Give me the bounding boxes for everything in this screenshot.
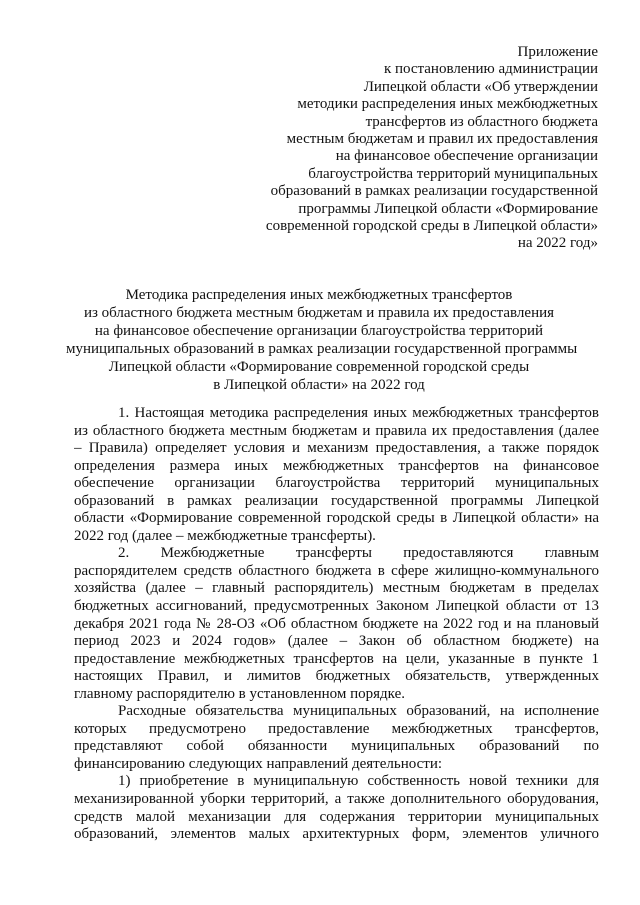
title-line: в Липецкой области» на 2022 год: [213, 377, 425, 393]
appendix-line: Липецкой области «Об утверждении: [363, 78, 598, 95]
appendix-line: трансфертов из областного бюджета: [365, 113, 598, 130]
body-line: финансированию следующих направлений деятельности:: [74, 755, 443, 772]
appendix-line: современной городской среды в Липецкой области»: [265, 218, 598, 235]
appendix-line: на 2022 год»: [517, 235, 598, 252]
appendix-line: местным бюджетам и правил их предоставления: [286, 131, 598, 148]
body-line: предоставление межбюджетных трансфертов на цели, указанные в пункте 1: [74, 650, 599, 667]
body-line: главному распорядителю в установленном порядке.: [74, 685, 405, 702]
body-line: представляют собой обязанности муниципальных образований по: [74, 738, 599, 755]
title-line: на финансовое обеспечение организации благоустройства территорий: [94, 323, 544, 339]
body-line: 2. Межбюджетные трансферты предоставляются главным: [118, 545, 599, 562]
body-line: области «Формирование современной городской среды в Липецкой области» на: [74, 510, 599, 527]
appendix-line: на финансовое обеспечение организации: [335, 148, 598, 165]
appendix-line: образований в рамках реализации государственной: [270, 183, 598, 200]
body-line: хозяйства (далее – главный распорядитель) местным бюджетам в пределах: [74, 580, 599, 597]
body-line: 1) приобретение в муниципальную собственность новой техники для: [118, 773, 599, 790]
body-line: из областного бюджета местным бюджетам и правила их предоставления (далее: [74, 422, 599, 439]
body-line: механизированной уборки территорий, а также дополнительного оборудования,: [74, 791, 599, 808]
title-line: Липецкой области «Формирование современной городской среды: [108, 359, 530, 375]
body-line: определения размера иных межбюджетных трансфертов на финансовое: [74, 457, 599, 474]
body-line: распорядителем средств областного бюджета в сфере жилищно-коммунального: [74, 562, 599, 579]
appendix-line: благоустройства территорий муниципальных: [308, 165, 598, 182]
appendix-line: к постановлению администрации: [383, 61, 598, 78]
body-line: бюджетных ассигнований, предусмотренных Законом Липецкой области от 13: [74, 598, 599, 615]
body-line: – Правила) определяет условия и механизм предоставления, а также порядок: [74, 440, 599, 457]
body-line: 1. Настоящая методика распределения иных межбюджетных трансфертов: [118, 405, 599, 421]
body-line: образований в рамках реализации государственной программы Липецкой: [74, 492, 599, 509]
body-line: средств малой механизации для содержания территории муниципальных: [74, 808, 599, 825]
appendix-line: методики распределения иных межбюджетных: [297, 96, 598, 113]
body-line: 2022 год (далее – межбюджетные трансферты).: [74, 527, 376, 544]
document-title: [66, 286, 578, 394]
body-line: период 2023 и 2024 годов» (далее – Закон об областном бюджете) на: [74, 633, 599, 650]
body-line: Расходные обязательства муниципальных образований, на исполнение: [118, 703, 599, 720]
title-line: муниципальных образований в рамках реализации государственной программы: [66, 341, 578, 357]
body-line: которых предусмотрено предоставление межбюджетных трансфертов,: [74, 720, 599, 737]
appendix-line: программы Липецкой области «Формирование: [298, 200, 598, 217]
title-line: Методика распределения иных межбюджетных трансфертов: [125, 287, 513, 303]
appendix-header: [200, 44, 598, 253]
appendix-line: Приложение: [517, 44, 598, 60]
body-line: декабря 2021 года № 28-ОЗ «Об областном бюджете на 2022 год и на плановый: [74, 615, 599, 632]
body-line: обеспечение организации благоустройства территорий муниципальных: [74, 475, 599, 492]
document-body: [74, 405, 599, 844]
body-line: настоящих Правил, и лимитов бюджетных обязательств, утвержденных: [74, 668, 599, 685]
title-line: из областного бюджета местным бюджетам и правила их предоставления: [83, 305, 555, 321]
body-line: образований, элементов малых архитектурных форм, элементов уличного: [74, 826, 599, 843]
